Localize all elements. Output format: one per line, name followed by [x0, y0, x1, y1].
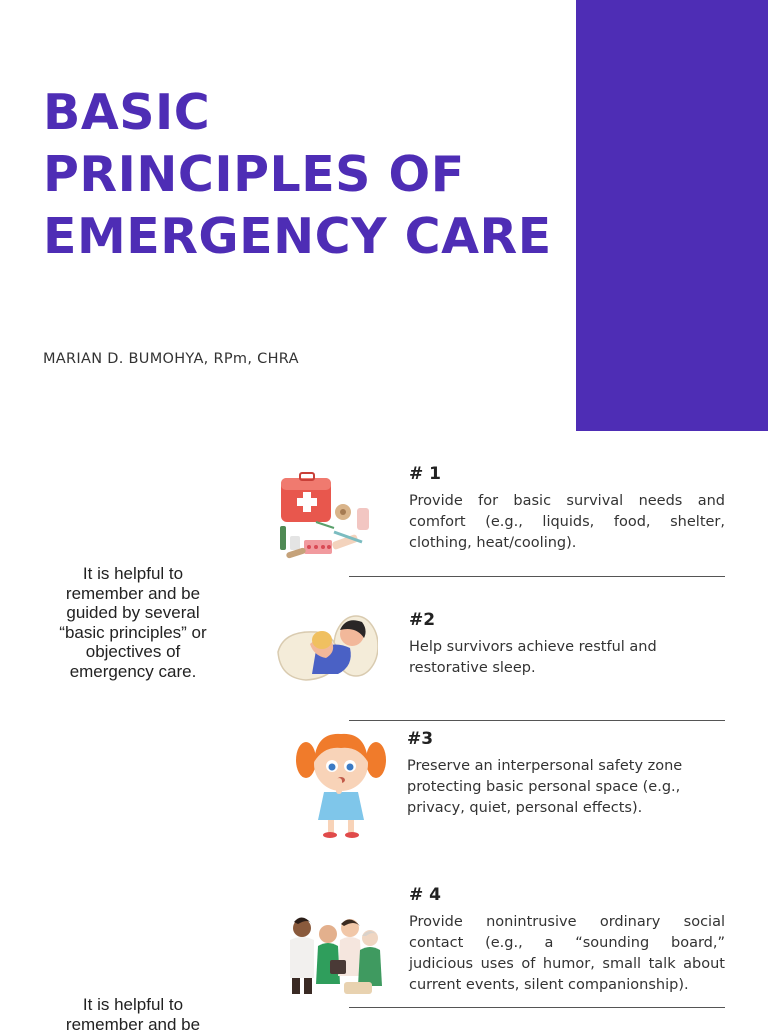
principle-number: #2 — [409, 610, 435, 630]
first-aid-kit-icon — [276, 470, 376, 568]
group-of-people-icon — [284, 912, 386, 996]
principle-line: judicious uses of humor, small talk about — [409, 954, 725, 975]
divider — [349, 720, 725, 721]
principle-line: contact (e.g., a “sounding board,” — [409, 933, 725, 954]
accent-block — [576, 0, 768, 431]
divider — [349, 1007, 725, 1008]
author-name: MARIAN D. BUMOHYA, RPm, CHRA — [43, 351, 299, 367]
intro-line: “basic principles” or — [40, 623, 226, 643]
principle-text — [409, 491, 725, 554]
principle-number: # 4 — [409, 885, 441, 905]
principle-line: current events, silent companionship). — [409, 975, 725, 996]
principle-number: # 1 — [409, 464, 441, 484]
principle-line: clothing, heat/cooling). — [409, 533, 725, 554]
intro-line: remember and be — [40, 584, 226, 604]
principle-line: privacy, quiet, personal effects). — [407, 798, 725, 819]
intro-text-repeat — [40, 995, 226, 1034]
title-line: BASIC — [43, 82, 563, 144]
title-line: EMERGENCY CARE — [43, 206, 563, 268]
principle-line: protecting basic personal space (e.g., — [407, 777, 725, 798]
principle-number: #3 — [407, 729, 433, 749]
sleeping-person-icon — [276, 612, 378, 684]
title-line: PRINCIPLES OF — [43, 144, 563, 206]
principle-line: Provide nonintrusive ordinary social — [409, 912, 725, 933]
principle-line: Preserve an interpersonal safety zone — [407, 756, 725, 777]
page-title — [43, 82, 563, 268]
intro-text — [40, 564, 226, 681]
intro-line: emergency care. — [40, 662, 226, 682]
intro-line: It is helpful to — [40, 564, 226, 584]
shy-girl-icon — [294, 728, 388, 840]
intro-line: objectives of — [40, 642, 226, 662]
divider — [349, 576, 725, 577]
principle-line: Provide for basic survival needs and — [409, 491, 725, 512]
intro-line: remember and be — [40, 1015, 226, 1034]
principle-line: comfort (e.g., liquids, food, shelter, — [409, 512, 725, 533]
principle-text — [407, 756, 725, 819]
principle-text — [409, 912, 725, 996]
principle-line: Help survivors achieve restful and — [409, 637, 725, 658]
intro-line: It is helpful to — [40, 995, 226, 1015]
intro-line: guided by several — [40, 603, 226, 623]
principle-line: restorative sleep. — [409, 658, 725, 679]
principle-text — [409, 637, 725, 679]
